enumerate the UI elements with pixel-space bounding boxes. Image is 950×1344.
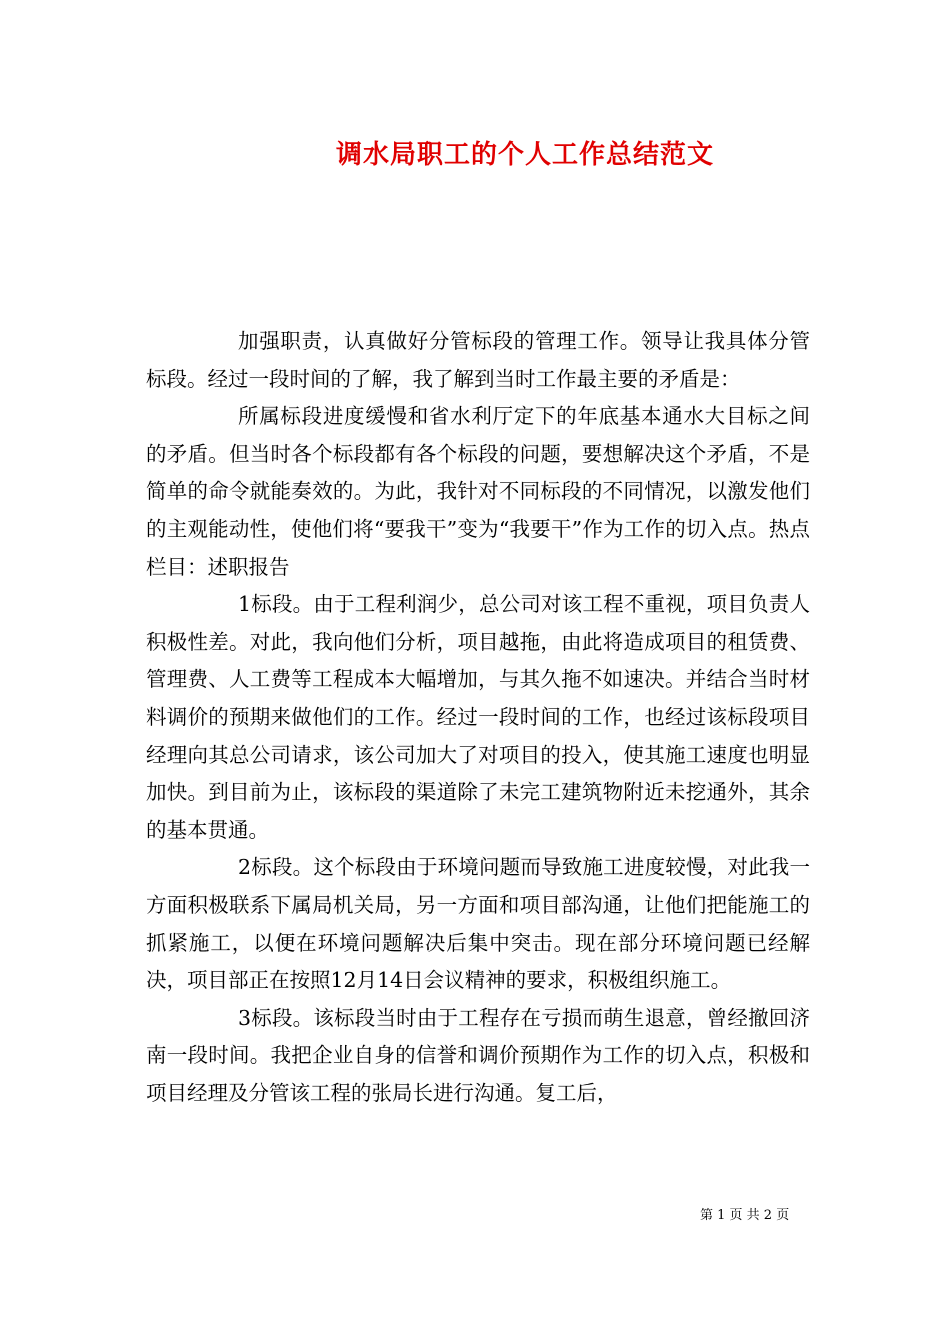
paragraph-4: 2标段。这个标段由于环境问题而导致施工进度较慢，对此我一方面积极联系下属局机关局，另一方面和项目部沟通，让他们把能施工的抓紧施工，以便在环境问题解决后集中突击。现在部分环境问题已经解决，项目部正在按照12月14日会议精神的要求，积极组织施工。 — [146, 855, 810, 993]
page-footer: 第 1 页 共 2 页 — [700, 1208, 790, 1223]
document-body — [146, 323, 810, 1112]
paragraph-1: 加强职责，认真做好分管标段的管理工作。领导让我具体分管标段。经过一段时间的了解，我了解到当时工作最主要的矛盾是： — [146, 329, 810, 391]
page-title: 调水局职工的个人工作总结范文 — [335, 140, 714, 170]
paragraph-3: 1标段。由于工程利润少，总公司对该工程不重视，项目负责人积极性差。对此，我向他们分析，项目越拖，由此将造成项目的租赁费、管理费、人工费等工程成本大幅增加，与其久拖不如速决。并结合当时材料调价的预期来做他们的工作。经过一段时间的工作，也经过该标段项目经理向其总公司请求，该公司加大了对项目的投入，使其施工速度也明显加快。到目前为止，该标段的渠道除了未完工建筑物附近未挖通外，其余的基本贯通。 — [146, 592, 810, 842]
paragraph-2: 所属标段进度缓慢和省水利厅定下的年底基本通水大目标之间的矛盾。但当时各个标段都有各个标段的问题，要想解决这个矛盾，不是简单的命令就能奏效的。为此，我针对不同标段的不同情况，以激发他们的主观能动性，使他们将“要我干”变为“我要干”作为工作的切入点。热点栏目：述职报告 — [146, 404, 810, 579]
paragraph-5: 3标段。该标段当时由于工程存在亏损而萌生退意，曾经撤回济南一段时间。我把企业自身的信誉和调价预期作为工作的切入点，积极和项目经理及分管该工程的张局长进行沟通。复工后， — [146, 1005, 810, 1105]
